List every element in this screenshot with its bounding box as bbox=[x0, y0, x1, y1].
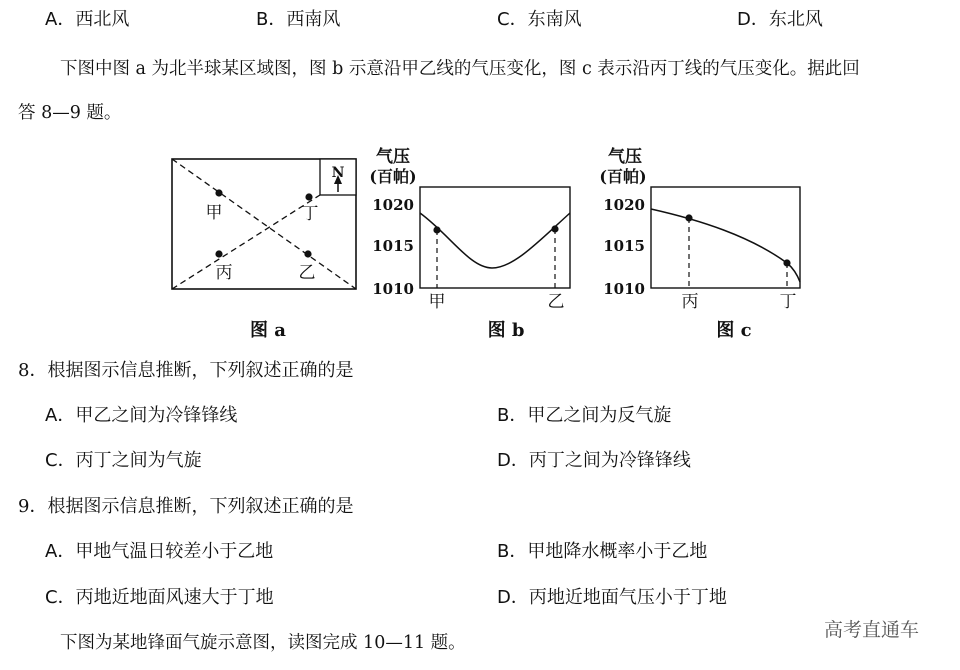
fig-b-ylabel-1: 气压 bbox=[376, 147, 410, 167]
fig-b-pressure-curve bbox=[420, 213, 570, 268]
prev-option-a: A．西北风 bbox=[45, 9, 130, 30]
point-ding-dot bbox=[305, 193, 312, 200]
q8-stem: 8．根据图示信息推断，下列叙述正确的是 bbox=[18, 360, 354, 381]
fig-c-xtick-bing: 丙 bbox=[681, 292, 699, 312]
fig-b-ylabel-2: (百帕) bbox=[369, 167, 417, 186]
fig-b-point-jia bbox=[433, 226, 440, 233]
north-label: N bbox=[331, 165, 345, 181]
q9-stem: 9．根据图示信息推断，下列叙述正确的是 bbox=[18, 496, 354, 517]
q8-option-a: A．甲乙之间为冷锋锋线 bbox=[45, 405, 238, 426]
intro-line-1: 下图中图 a 为北半球某区域图，图 b 示意沿甲乙线的气压变化，图 c 表示沿丙丁线的气压变化。据此回 bbox=[60, 59, 860, 79]
fig-b-point-yi bbox=[551, 225, 558, 232]
point-jia-dot bbox=[215, 189, 222, 196]
point-ding-label: 丁 bbox=[301, 204, 319, 224]
figure-c bbox=[599, 146, 800, 341]
point-bing-dot bbox=[215, 250, 222, 257]
q8-option-b: B．甲乙之间为反气旋 bbox=[497, 405, 672, 426]
point-yi-label: 乙 bbox=[298, 263, 316, 283]
q9-option-b: B．甲地降水概率小于乙地 bbox=[497, 541, 708, 562]
fig-b-xtick-yi: 乙 bbox=[547, 292, 565, 312]
figure-a bbox=[172, 159, 356, 341]
fig-b-ytick-1020: 1020 bbox=[372, 196, 414, 214]
fig-c-ylabel-2: (百帕) bbox=[599, 167, 647, 186]
figure-b bbox=[369, 146, 570, 341]
fig-b-ytick-1010: 1010 bbox=[372, 280, 414, 298]
fig-c-point-bing bbox=[685, 214, 692, 221]
prev-option-b: B．西南风 bbox=[256, 9, 341, 30]
q9-option-a: A．甲地气温日较差小于乙地 bbox=[45, 541, 274, 562]
point-jia-label: 甲 bbox=[205, 203, 223, 223]
prev-option-d: D．东北风 bbox=[737, 9, 823, 30]
fig-b-caption: 图 b bbox=[487, 320, 525, 341]
intro-line-2: 答 8—9 题。 bbox=[18, 103, 122, 123]
fig-c-ylabel-1: 气压 bbox=[608, 147, 642, 167]
q9-option-d: D．丙地近地面气压小于丁地 bbox=[497, 587, 727, 608]
fig-b-frame bbox=[420, 187, 570, 288]
fig-c-ytick-1010: 1010 bbox=[603, 280, 645, 298]
prev-option-c: C．东南风 bbox=[497, 9, 582, 30]
fig-b-ytick-1015: 1015 bbox=[372, 237, 414, 255]
q8-option-c: C．丙丁之间为气旋 bbox=[45, 450, 202, 471]
fig-c-ytick-1020: 1020 bbox=[603, 196, 645, 214]
fig-c-pressure-curve bbox=[651, 209, 800, 282]
watermark-text: 高考直通车 bbox=[824, 619, 920, 641]
fig-c-point-ding bbox=[783, 259, 790, 266]
q8-option-d: D．丙丁之间为冷锋锋线 bbox=[497, 450, 691, 471]
next-intro: 下图为某地锋面气旋示意图，读图完成 10—11 题。 bbox=[60, 633, 466, 653]
fig-c-frame bbox=[651, 187, 800, 288]
point-yi-dot bbox=[304, 250, 311, 257]
q9-option-c: C．丙地近地面风速大于丁地 bbox=[45, 587, 274, 608]
fig-b-xtick-jia: 甲 bbox=[428, 292, 446, 312]
fig-c-caption: 图 c bbox=[716, 320, 752, 341]
fig-c-ytick-1015: 1015 bbox=[603, 237, 645, 255]
fig-a-caption: 图 a bbox=[250, 320, 286, 341]
point-bing-label: 丙 bbox=[215, 263, 233, 283]
fig-c-xtick-ding: 丁 bbox=[779, 292, 797, 312]
